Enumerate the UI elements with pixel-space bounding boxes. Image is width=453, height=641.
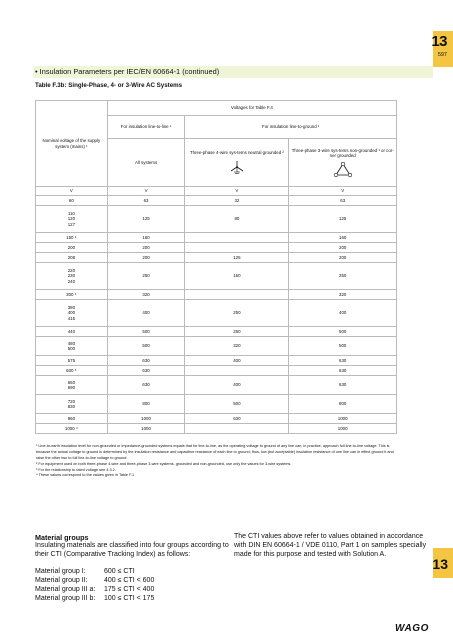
table-row xyxy=(36,196,397,206)
material-groups-list xyxy=(35,567,235,603)
table-row xyxy=(36,233,397,243)
material-group-range: 175 ≤ CTI < 400 xyxy=(104,586,155,593)
cell-3-wire: 1000 xyxy=(289,424,397,434)
cell-line-to-line: 500 xyxy=(107,337,185,356)
cell-3-wire: 125 xyxy=(289,206,397,233)
cell-4-wire: 250 xyxy=(185,327,289,337)
cell-nominal: 1000 ⁴ xyxy=(36,424,108,434)
cell-line-to-line: 800 xyxy=(107,395,185,414)
cell-3-wire: 160 xyxy=(289,233,397,243)
cell-nominal: 720 830 xyxy=(36,395,108,414)
cell-line-to-line: 125 xyxy=(107,206,185,233)
table-row xyxy=(36,290,397,300)
cell-4-wire: 250 xyxy=(185,300,289,327)
cell-3-wire: 200 xyxy=(289,243,397,253)
cell-nominal: 380 400 415 xyxy=(36,300,108,327)
header-all-systems: All systems xyxy=(107,139,185,187)
cell-nominal: 600 ⁴ xyxy=(36,366,108,376)
header-nominal-voltage: Nominal voltage of the supply system (mains) ¹ xyxy=(36,101,108,187)
cell-4-wire: 32 xyxy=(185,196,289,206)
material-group-name: Material group III b: xyxy=(35,595,96,602)
table-row xyxy=(36,366,397,376)
table-row xyxy=(36,253,397,263)
cell-4-wire: 400 xyxy=(185,376,289,395)
cell-3-wire: 250 xyxy=(289,263,397,290)
cell-4-wire: 125 xyxy=(185,253,289,263)
cell-4-wire: 160 xyxy=(185,263,289,290)
cell-3-wire: 630 xyxy=(289,366,397,376)
cell-nominal: 480 500 xyxy=(36,337,108,356)
cell-line-to-line: 1000 xyxy=(107,424,185,434)
table-row xyxy=(36,414,397,424)
cell-4-wire xyxy=(185,366,289,376)
material-groups-intro: Insulating materials are classified into four groups according to their CTI (Comparative Tracking Index) as follows: xyxy=(35,542,229,558)
table-row xyxy=(36,263,397,290)
cell-nominal: 575 xyxy=(36,356,108,366)
cell-3-wire: 500 xyxy=(289,327,397,337)
header-4-wire-label: Three-phase 4-wire sys-tems neutral grounded ² xyxy=(189,150,284,156)
table-row xyxy=(36,206,397,233)
table-row xyxy=(36,376,397,395)
cell-3-wire: 1000 xyxy=(289,414,397,424)
cell-line-to-line: 630 xyxy=(107,376,185,395)
cell-3-wire: 630 xyxy=(289,356,397,366)
cell-line-to-line: 630 xyxy=(107,356,185,366)
table-row xyxy=(36,300,397,327)
cell-4-wire xyxy=(185,233,289,243)
material-group-range: 100 ≤ CTI < 175 xyxy=(104,595,155,602)
table-row xyxy=(36,327,397,337)
cell-nominal: 960 xyxy=(36,414,108,424)
cell-3-wire: 800 xyxy=(289,395,397,414)
wago-logo: WAGO xyxy=(395,623,430,634)
cell-3-wire: 200 xyxy=(289,253,397,263)
chapter-number: 13 xyxy=(431,33,447,50)
material-groups-heading: Material groups xyxy=(35,533,89,542)
star-grounded-neutral-icon xyxy=(228,159,246,175)
material-group-range: 400 ≤ CTI < 600 xyxy=(104,577,155,584)
cell-3-wire: 320 xyxy=(289,290,397,300)
section-heading-text: Insulation Parameters per IEC/EN 60664-1 (continued) xyxy=(39,67,220,76)
footnote: ³ For the relationship to rated voltage see 4.3.2. xyxy=(36,467,116,472)
material-group-row xyxy=(35,576,235,585)
header-3-wire xyxy=(289,139,397,187)
material-group-range: 600 ≤ CTI xyxy=(104,568,135,575)
material-group-row xyxy=(35,567,235,576)
cell-nominal: 660 690 xyxy=(36,376,108,395)
cell-nominal: 60 xyxy=(36,196,108,206)
footnote: ⁴ These values correspond to the values given in Table F.1. xyxy=(36,473,136,478)
cell-nominal: 208 xyxy=(36,253,108,263)
table-title: Table F.3b: Single-Phase, 4- or 3-Wire AC Systems xyxy=(35,82,183,89)
cell-nominal: 440 xyxy=(36,327,108,337)
cell-4-wire xyxy=(185,290,289,300)
table-row xyxy=(36,424,397,434)
table-row xyxy=(36,356,397,366)
cell-nominal: 110 120 127 xyxy=(36,206,108,233)
cell-3-wire: 63 xyxy=(289,196,397,206)
material-group-name: Material group II: xyxy=(35,577,88,584)
cell-line-to-line: 160 xyxy=(107,233,185,243)
header-voltages-group: Voltages for Table F.4 xyxy=(107,101,396,116)
side-chapter-number: 13 xyxy=(432,556,448,572)
cell-nominal: 220 230 240 xyxy=(36,263,108,290)
cell-line-to-line: 320 xyxy=(107,290,185,300)
cell-nominal: 300 ⁴ xyxy=(36,290,108,300)
voltage-table xyxy=(35,100,397,434)
cell-line-to-line: 400 xyxy=(107,300,185,327)
cell-nominal: 150 ⁴ xyxy=(36,233,108,243)
cell-4-wire: 80 xyxy=(185,206,289,233)
table-footnotes xyxy=(36,444,396,479)
material-group-row xyxy=(35,585,235,594)
footnote: ² For equipment used on both three-phase 4-wire and three-phase 3-wire systems, grounded and non-grounded, use only the values for 3-wire systems. xyxy=(36,461,292,466)
header-4-wire xyxy=(185,139,289,187)
unit-v: V xyxy=(289,187,397,196)
cell-4-wire xyxy=(185,424,289,434)
material-group-name: Material group I: xyxy=(35,568,86,575)
material-group-name: Material group III a: xyxy=(35,586,96,593)
table-row xyxy=(36,337,397,356)
cell-line-to-line: 200 xyxy=(107,253,185,263)
page-number: 597 xyxy=(437,52,447,58)
unit-v: V xyxy=(185,187,289,196)
footnote: ¹ Line-to-earth insulation level for non-grounded or impedance-grounded systems equals that for line-to-line, as the operating voltage to ground of any line can, in practice, approach full line-to-line voltage. This is because the actual voltage to ground is determined by the insulation resistance and capacitive reactance of each line to ground; thus, low (but acceptable) insulation resistance of one line can in effect ground it and raise the other two to full line-to-line voltage to ground. xyxy=(36,444,394,460)
cell-line-to-line: 250 xyxy=(107,263,185,290)
cell-nominal: 200 xyxy=(36,243,108,253)
cell-line-to-line: 1000 xyxy=(107,414,185,424)
cell-3-wire: 630 xyxy=(289,376,397,395)
cell-4-wire: 500 xyxy=(185,395,289,414)
cell-line-to-line: 500 xyxy=(107,327,185,337)
section-heading xyxy=(35,67,219,76)
header-line-to-line: For insulation line-to-line ¹ xyxy=(107,116,185,139)
bullet: • xyxy=(35,67,38,76)
unit-v: V xyxy=(36,187,108,196)
cell-line-to-line: 630 xyxy=(107,366,185,376)
material-group-row xyxy=(35,594,235,603)
cell-3-wire: 400 xyxy=(289,300,397,327)
cell-4-wire xyxy=(185,243,289,253)
cell-4-wire: 400 xyxy=(185,356,289,366)
cell-3-wire: 500 xyxy=(289,337,397,356)
table-row xyxy=(36,243,397,253)
header-3-wire-label: Three-phase 3-wire sys-tems non-grounded ¹ or cor-ner grounded xyxy=(291,147,394,158)
header-line-to-ground: For insulation line-to-ground ¹ xyxy=(185,116,397,139)
delta-three-wire-icon xyxy=(333,162,353,178)
cell-line-to-line: 63 xyxy=(107,196,185,206)
cell-4-wire: 320 xyxy=(185,337,289,356)
cell-line-to-line: 200 xyxy=(107,243,185,253)
cell-4-wire: 630 xyxy=(185,414,289,424)
unit-v: V xyxy=(107,187,185,196)
table-row xyxy=(36,395,397,414)
cti-note: The CTI values above refer to values obtained in accordance with DIN EN 60664-1 / VDE 0110, Part 1 on samples specially made for this purpose and tested with Solution A. xyxy=(234,533,427,558)
